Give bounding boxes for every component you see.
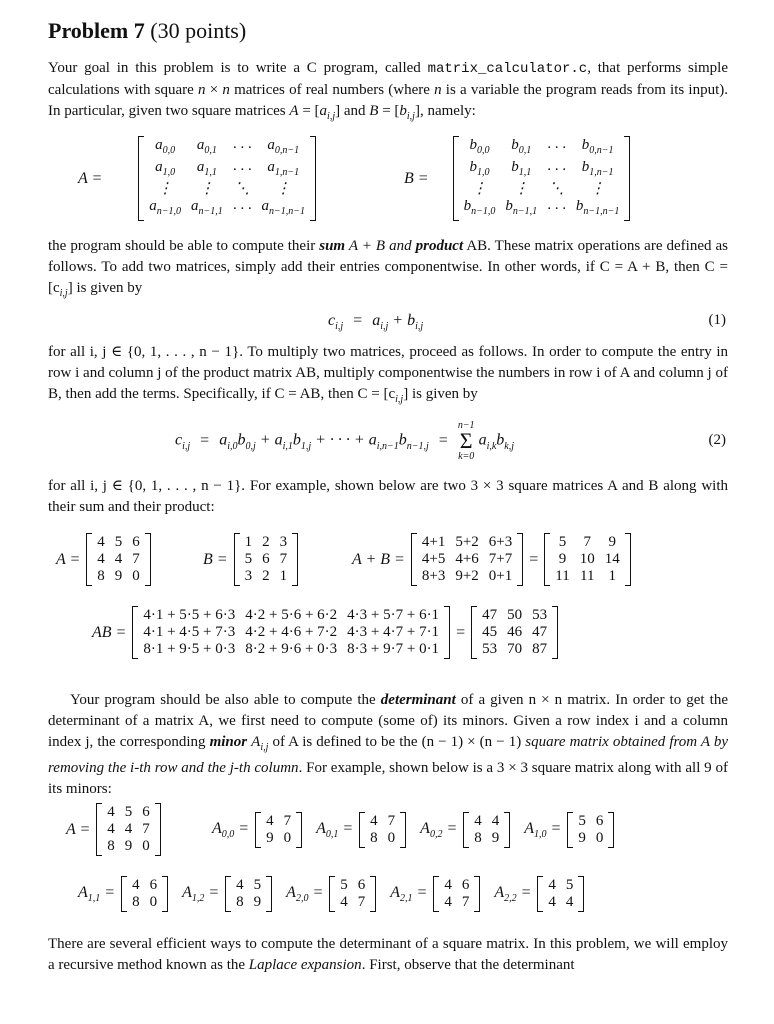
example-a-cell: 0	[132, 568, 140, 584]
minor-item	[390, 876, 480, 912]
example-prod-expr-cell: 8·2 + 9·6 + 0·3	[245, 641, 338, 657]
general-matrix-b: B = $b_{0,0}$ $b_{0,1}$ · · · $b_{0,n-1}$ $b_{1,0}$ $b_{1,1}$ · · · $b_{1,n-1}$ ⋮ ⋮ ⋱ ⋮ $b_{n-1,0}$ $b_{n-1,1}$ · · · $b_{n-1,n-1}$	[404, 136, 630, 221]
minor-cell: 4	[132, 877, 140, 893]
minor-cell: 4	[370, 813, 378, 829]
example-sum-expr-cell: 5+2	[455, 534, 479, 550]
minor-cell: 4	[565, 894, 574, 910]
example-sum-cell: 9	[558, 551, 567, 567]
det-text-1: Your program should be also able to compute the	[70, 692, 381, 708]
example-b-label: B =	[203, 550, 228, 568]
minor-cell: 4	[474, 813, 482, 829]
minor-cell: 4	[340, 894, 348, 910]
example-sum-cell: 11	[580, 568, 595, 584]
minor-cell: 9	[491, 830, 500, 846]
document-page	[48, 18, 728, 127]
det-text-3: of A is defined to be the (n − 1) × (n − 1)	[268, 734, 526, 750]
problem-points: (30 points)	[150, 18, 247, 43]
example-prod-expr-cell: 4·3 + 4·7 + 7·1	[347, 624, 440, 640]
det-text-5: . For example, shown below is a 3 × 3 square matrix along with all 9 of its minors:	[48, 760, 728, 797]
minors-a-cell: 4	[107, 804, 115, 820]
minor-cell: 7	[357, 894, 366, 910]
general-matrix-a: A = $a_{0,0}$ $a_{0,1}$ · · · $a_{0,n-1}$ $a_{1,0}$ $a_{1,1}$ · · · $a_{1,n-1}$ ⋮ ⋮ ⋱ ⋮ $a_{n-1,0}$ $a_{n-1,1}$ · · · $a_{n-1,n-1}$	[78, 136, 316, 221]
minor-cell: 4	[491, 813, 500, 829]
example-a-cell: 7	[132, 551, 140, 567]
minor-label: $A_{0,2}$ =	[420, 819, 458, 841]
example-b-cell: 1	[279, 568, 288, 584]
example-sum-result-matrix	[544, 533, 630, 586]
matrix-a-label: A =	[78, 169, 103, 187]
minor-cell: 5	[340, 877, 348, 893]
minor-label: $A_{2,1}$ =	[390, 883, 428, 905]
example-prod-cell: 70	[507, 641, 523, 657]
program-filename: matrix_calculator.c	[427, 61, 588, 77]
example-prod-expr-cell: 4·2 + 4·6 + 7·2	[245, 624, 338, 640]
example-a-cell: 9	[114, 568, 123, 584]
example-a-cell: 6	[132, 534, 140, 550]
minor-cell: 9	[253, 894, 262, 910]
term-laplace-expansion: Laplace expansion	[248, 957, 362, 973]
example-b-cell: 6	[262, 551, 270, 567]
example-prod-expr-cell: 8·3 + 9·7 + 0·1	[347, 641, 440, 657]
problem-heading	[48, 18, 728, 44]
intro-paragraph: Your goal in this problem is to write a C program, called matrix_calculator.c, that performs simple calculations with square n × n matrices of real numbers (where n is a variable the program reads from its input). In particular, given two square matrices $A = [a_{i,j}]$ and $B = [b_{i,j}]$, namely:	[48, 60, 728, 122]
minor-cell: 6	[149, 877, 158, 893]
problem-title: Problem 7	[48, 18, 145, 43]
example-sum-expr-cell: 8+3	[421, 568, 446, 584]
minor-cell: 4	[444, 894, 452, 910]
minor-label: $A_{2,0}$ =	[286, 883, 324, 905]
minor-label: $A_{0,0}$ =	[212, 819, 250, 841]
intro-text-5: , namely:	[419, 103, 476, 119]
minor-cell: 4	[548, 894, 556, 910]
example-product-result-matrix	[471, 606, 558, 659]
minor-matrix	[359, 812, 406, 848]
laplace-paragraph	[48, 934, 728, 976]
minor-item	[420, 812, 510, 848]
minor-cell: 8	[132, 894, 140, 910]
minor-matrix	[463, 812, 510, 848]
example-prod-cell: 47	[482, 607, 498, 623]
minor-cell: 4	[444, 877, 452, 893]
example-sum-cell: 9	[608, 534, 616, 550]
example-sum-label: A + B =	[352, 550, 405, 568]
minors-a-cell: 8	[107, 838, 115, 854]
minor-cell: 6	[461, 877, 470, 893]
minor-cell: 8	[474, 830, 482, 846]
term-product: product	[415, 238, 464, 254]
example-prod-cell: 46	[507, 624, 523, 640]
example-product: AB = 4·1 + 5·5 + 6·3 4·2 + 5·6 + 6·2 4·3 + 5·7 + 6·1 4·1 + 4·5 + 7·3 4·2 + 4·6 + 7·2 4·3 + 4·7 + 7·1 8·1 + 9·5 + 0·3 8·2 + 9·6 + 0·3 8·3 + 9·7 + 0·1 = 47 50 53 45 46 47 53 70 87	[92, 606, 558, 659]
minor-cell: 0	[283, 830, 292, 846]
example-b-matrix	[234, 533, 299, 586]
example-b-cell: 1	[244, 534, 253, 550]
minor-label: $A_{2,2}$ =	[494, 883, 532, 905]
example-matrix-a	[56, 533, 151, 586]
minors-a-cell: 6	[142, 804, 150, 820]
minor-cell: 6	[357, 877, 366, 893]
ops-text-4: ] is given by	[67, 280, 143, 296]
example-a-cell: 8	[97, 568, 105, 584]
minors-a-cell: 4	[107, 821, 115, 837]
example-sum-expression-matrix	[411, 533, 523, 586]
intro-text-2: , that performs simple calculations with square	[48, 60, 728, 98]
example-b-cell: 2	[262, 568, 270, 584]
intro-text-4: is a variable the program reads from its input). In particular, given two square matrices	[48, 82, 728, 119]
equation-2-number: (2)	[708, 432, 726, 448]
example-prod-expr-cell: 4·1 + 4·5 + 7·3	[143, 624, 236, 640]
ops-text-1: the program should be able to compute their	[48, 238, 320, 254]
equation-2: $c_{i,j} = a_{i,0}b_{0,j} + a_{i,1}b_{1,j}$ + · · · + $a_{i,n-1}b_{n-1,j}$ = n−1 Σ k=0 $a_{i,k}b_{k,j}$	[175, 420, 514, 462]
example-intro-paragraph	[48, 476, 728, 518]
minor-label: $A_{1,1}$ =	[78, 883, 116, 905]
operations-paragraph: the program should be able to compute their sum A + B and product AB. These matrix operations are defined as follows. To add two matrices, simply add their entries componentwise. In other words, if C = A + B, then $C = [c_{i,j}]$ is given by	[48, 238, 729, 299]
minor-cell: 4	[236, 877, 244, 893]
minor-cell: 7	[461, 894, 470, 910]
example-a-label: A =	[56, 550, 81, 568]
equation-1-number: (1)	[708, 312, 726, 328]
minor-item	[494, 876, 584, 912]
minor-cell: 8	[236, 894, 244, 910]
example-a-cell: 4	[114, 551, 123, 567]
minor-matrix	[225, 876, 272, 912]
minor-cell: 9	[578, 830, 586, 846]
minor-item	[78, 876, 168, 912]
example-prod-cell: 53	[532, 607, 548, 623]
example-sum-cell: 7	[583, 534, 591, 550]
example-prod-cell: 50	[507, 607, 523, 623]
minor-cell: 5	[253, 877, 262, 893]
minors-a-cell: 5	[124, 804, 133, 820]
example-sum-expr-cell: 4+6	[455, 551, 479, 567]
example-prod-cell: 87	[532, 641, 548, 657]
det-text-2: of a given n × n matrix. In order to get the determinant of a matrix A, we first need to compute (some of) its minors. Given a row index i and a column index j, the corresponding	[48, 692, 729, 750]
example-sum: A + B = 4+1 5+2 6+3 4+5 4+6 7+7 8+3 9+2 0+1 = 5 7 9 9 10 14 11 11 1	[352, 533, 631, 586]
minor-item	[182, 876, 272, 912]
minors-row-1	[212, 812, 614, 848]
minor-cell: 9	[266, 830, 274, 846]
minor-cell: 7	[387, 813, 396, 829]
minors-row-2	[78, 876, 584, 912]
minor-item	[212, 812, 302, 848]
minors-a-cell: 4	[124, 821, 133, 837]
example-sum-cell: 5	[558, 534, 567, 550]
minor-cell: 7	[283, 813, 292, 829]
intro-text-1: Your goal in this problem is to write a C program, called	[48, 60, 428, 76]
example-prod-cell: 53	[482, 641, 498, 657]
example-prod-expr-cell: 4·2 + 5·6 + 6·2	[245, 607, 338, 623]
example-sum-expr-cell: 6+3	[488, 534, 513, 550]
example-b-cell: 2	[262, 534, 270, 550]
minor-matrix	[537, 876, 584, 912]
term-minor: minor	[209, 734, 248, 750]
example-prod-cell: 45	[482, 624, 498, 640]
minors-a-cell: 9	[124, 838, 133, 854]
minors-a-matrix	[96, 803, 161, 856]
example-sum-cell: 1	[608, 568, 616, 584]
example-sum-expr-cell: 9+2	[455, 568, 479, 584]
ops-text-2: A + B and	[345, 238, 416, 254]
term-sum: sum	[319, 238, 346, 254]
minors-source-matrix: A = 4 5 6 4 4 7 8 9 0	[66, 803, 161, 856]
example-intro-text: for all i, j ∈ {0, 1, . . . , n − 1}. For example, shown below are two 3 × 3 square matrices A and B along with their sum and their product:	[48, 478, 728, 515]
minor-label: $A_{1,0}$ =	[524, 819, 562, 841]
example-sum-expr-cell: 4+1	[421, 534, 446, 550]
minor-item	[286, 876, 376, 912]
minor-matrix	[121, 876, 168, 912]
minor-label: $A_{0,1}$ =	[316, 819, 354, 841]
mult-text-1: for all i, j ∈ {0, 1, . . . , n − 1}. To multiply two matrices, proceed as follows. In order to compute the entry in row i and column j of the product matrix AB, multiply componentwise the numbers in row i of A and column j of B, then add the terms. Specifically, if C = AB, then C = [c	[48, 344, 728, 402]
example-prod-expr-cell: 8·1 + 9·5 + 0·3	[143, 641, 236, 657]
example-sum-cell: 11	[555, 568, 570, 584]
example-b-cell: 5	[244, 551, 253, 567]
example-sum-cell: 10	[579, 551, 595, 567]
example-a-cell: 4	[97, 551, 105, 567]
minors-a-cell: 0	[142, 838, 150, 854]
minor-cell: 0	[387, 830, 396, 846]
minor-cell: 0	[149, 894, 158, 910]
example-prod-expr-cell: 4·3 + 5·7 + 6·1	[347, 607, 440, 623]
equation-1: $c_{i,j} = a_{i,j} + b_{i,j}$	[328, 312, 424, 333]
example-prod-expr-cell: 4·1 + 5·5 + 6·3	[143, 607, 236, 623]
example-sum-cell: 14	[604, 551, 620, 567]
example-a-cell: 5	[114, 534, 123, 550]
determinant-paragraph: Your program should be also able to compute the determinant of a given n × n matrix. In order to get the determinant of a matrix A, we first need to compute (some of) its minors. Given a row index i and a column index j, the corresponding minor $A_{i,j}$ of A is defined to be the (n − 1) × (n − 1) square matrix obtained from A by removing the i-th row and the j-th column. For example, shown below is a 3 × 3 square matrix along with all 9 of its minors:	[48, 692, 729, 797]
example-b-cell: 3	[279, 534, 288, 550]
ops-text-3: AB. These matrix operations are defined as follows. To add two matrices, simply add their entries componentwise. In other words, if C = A + B, then C = [c	[48, 238, 729, 296]
example-sum-expr-cell: 7+7	[488, 551, 513, 567]
example-sum-expr-cell: 0+1	[488, 568, 513, 584]
example-b-cell: 3	[244, 568, 253, 584]
minor-cell: 5	[565, 877, 574, 893]
minor-cell: 8	[370, 830, 378, 846]
minor-matrix	[433, 876, 480, 912]
minor-cell: 4	[548, 877, 556, 893]
example-a-matrix	[86, 533, 151, 586]
minor-item	[316, 812, 406, 848]
minor-cell: 5	[578, 813, 586, 829]
example-a-cell: 4	[97, 534, 105, 550]
intro-text-3: matrices of real numbers (where	[229, 82, 435, 98]
laplace-text-2: . First, observe that the determinant	[361, 957, 575, 973]
minor-cell: 0	[595, 830, 604, 846]
matrix-b-label: B =	[404, 169, 429, 187]
example-b-cell: 7	[279, 551, 288, 567]
minor-matrix	[255, 812, 302, 848]
laplace-text-1: There are several efficient ways to compute the determinant of a square matrix. In this problem, we will employ a recursive method known as the	[48, 936, 728, 973]
example-product-expression-matrix	[132, 606, 450, 659]
multiply-paragraph: for all i, j ∈ {0, 1, . . . , n − 1}. To multiply two matrices, proceed as follows. In order to compute the entry in row i and column j of the product matrix AB, multiply componentwise the numbers in row i of A and column j of B, then add the terms. Specifically, if C = AB, then $C = [c_{i,j}]$ is given by	[48, 344, 728, 405]
minor-label: $A_{1,2}$ =	[182, 883, 220, 905]
example-sum-expr-cell: 4+5	[421, 551, 446, 567]
minor-cell: 4	[266, 813, 274, 829]
minors-a-cell: 7	[142, 821, 150, 837]
minor-matrix	[329, 876, 376, 912]
minor-matrix	[567, 812, 614, 848]
term-determinant: determinant	[380, 692, 456, 708]
minor-item	[524, 812, 614, 848]
minor-cell: 6	[595, 813, 604, 829]
mult-text-2: ] is given by	[403, 386, 478, 402]
det-text-4: square matrix obtained from A by removing the i-th row and the j-th column	[48, 734, 729, 776]
example-product-label: AB =	[92, 623, 127, 641]
example-prod-cell: 47	[532, 624, 548, 640]
example-matrix-b	[203, 533, 298, 586]
